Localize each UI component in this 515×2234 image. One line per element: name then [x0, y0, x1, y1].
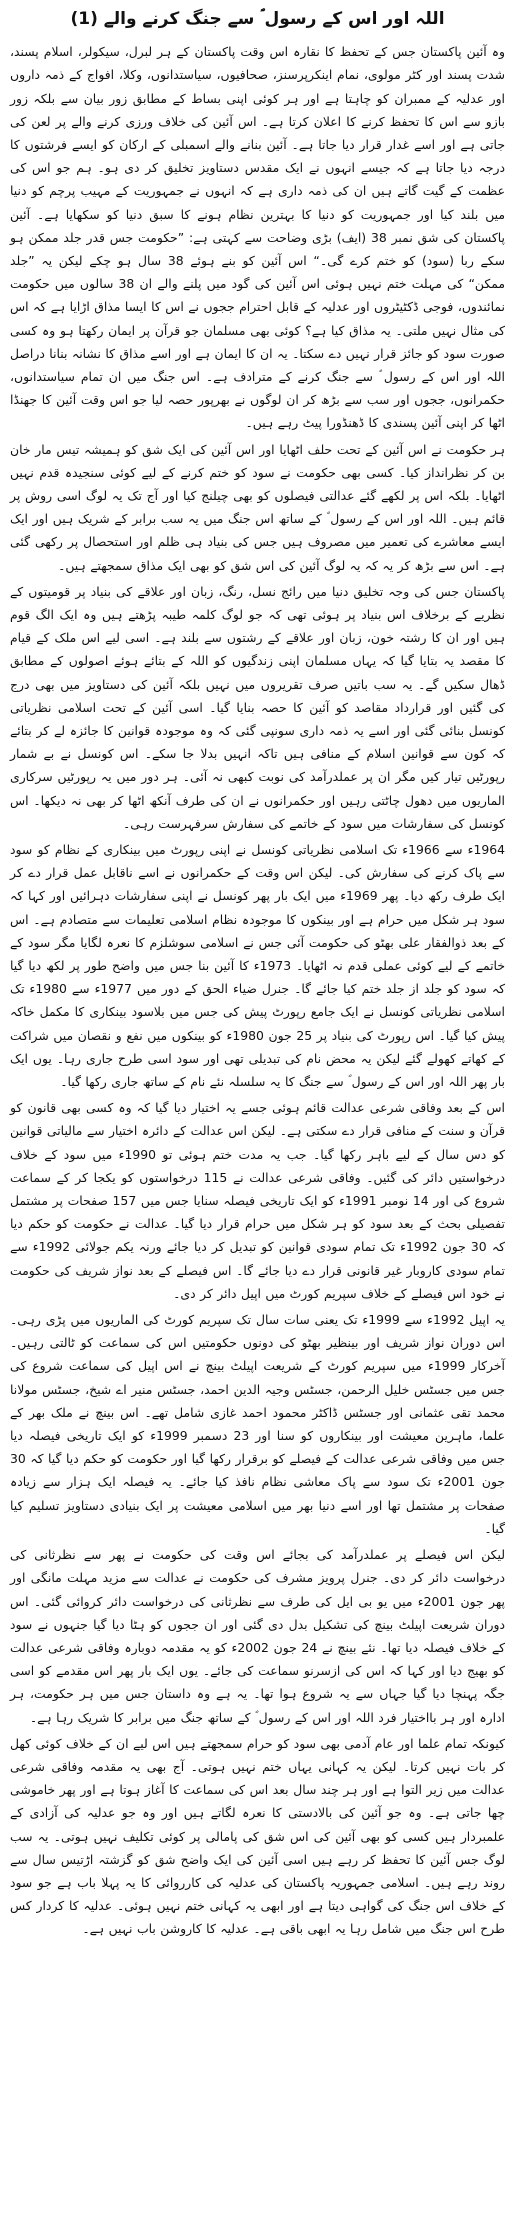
paragraph: پاکستان جس کی وجہ تخلیق دنیا میں رائج نسل، رنگ، زبان اور علاقے کی بنیاد پر قومیتوں کے نظریے کے برخلاف اس بنیاد پر ہوئی تھی کہ جو لوگ کلمہ طیبہ پڑھتے ہیں وہ ایک الگ قوم ہیں اور ان کا رشتہ خون، زبان اور علاقے کے رشتوں سے بلند ہے۔ اسی لیے اس ملک کے قیام کا مقصد یہ بتایا گیا کہ یہاں مسلمان اپنی زندگیوں کو اللہ کے بتائے ہوئے اصولوں کے مطابق ڈھال سکیں گے۔ یہ سب باتیں صرف تقریروں میں نہیں بلکہ آئین کی دستاویز میں بھی درج کی گئیں اور قرارداد مقاصد کو آئین کا حصہ بنایا گیا۔ اسی آئین کے تحت اسلامی نظریاتی کونسل بنائی گئی اور اسے یہ ذمہ داری سونپی گئی کہ وہ موجودہ قوانین کا جائزہ لے کر بتائے کہ کون سے قوانین اسلام کے منافی ہیں تاکہ انہیں بدلا جا سکے۔ اس کونسل نے بے شمار رپورٹیں تیار کیں مگر ان پر عملدرآمد کی نوبت کبھی نہ آئی۔ ہر دور میں یہ رپورٹیں سرکاری الماریوں میں دھول چاٹتی رہیں اور حکمرانوں نے ان کی طرف آنکھ اٹھا کر بھی نہ دیکھا۔ اس کونسل کی سفارشات میں سود کے خاتمے کی سفارش سرفہرست رہی۔: [10, 583, 505, 831]
paragraph: کیونکہ تمام علما اور عام آدمی بھی سود کو حرام سمجھتے ہیں اس لیے ان کے خلاف کوئی کھل کر بات نہیں کرتا۔ لیکن یہ کہانی یہاں ختم نہیں ہوتی۔ آج بھی یہ مقدمہ وفاقی شرعی عدالت میں زیر التوا ہے اور ہر چند سال بعد اس کی سماعت کا آغاز ہوتا ہے اور پھر خاموشی چھا جاتی ہے۔ وہ جو آئین کی بالادستی کا نعرہ لگاتے ہیں اور وہ جو عدلیہ کی آزادی کے علمبردار ہیں کسی کو بھی آئین کی اس شق کی پامالی پر کوئی تکلیف نہیں ہوتی۔ یہ سب لوگ جس آئین کا تحفظ کر رہے ہیں اسی آئین کی ایک واضح شق کو گزشتہ اڑتیس سال سے روند رہے ہیں۔ اسلامی جمہوریہ پاکستان کی عدلیہ کی کارروائی کا یہ پہلا باب ہے جو سود کے خلاف اس جنگ کی گواہی دیتا ہے اور ابھی یہ کہانی ختم نہیں ہوئی۔ عدلیہ کا کردار کس طرح اس جنگ میں شامل رہا یہ ابھی باقی ہے۔ عدلیہ کا کاروشن باب نہیں ہے۔: [10, 1735, 505, 1937]
paragraph: وہ آئین پاکستان جس کے تحفظ کا نقارہ اس وقت پاکستان کے ہر لبرل، سیکولر، اسلام پسند، شدت پسند اور کٹر مولوی، نمام اینکرپرسنز، صحافیوں، سیاستدانوں، وکلا، افواج کے ذمہ داروں اور عدلیہ کے ممبران کو چاہتا ہے اور ہر کوئی اپنی بساط کے مطابق زور بیان سے بلکہ زور بازو سے اس کا تحفظ کرنے کا اعلان کرتا ہے۔ اس آئین کی خلاف ورزی کرنے والے پر لعن کی جاتی ہے اور اسے غدار قرار دیا جاتا ہے۔ آئین بنانے والے اسمبلی کے ارکان کو ایسے فرشتوں کا درجہ دیا جاتا ہے کہ جیسے انہوں نے ایک مقدس دستاویز تخلیق کر دی ہو۔ ہم جو اس کی عظمت کے گیت گاتے ہیں ان کی ذمہ داری ہے کہ انہوں نے جمہوریت کے مہیب پرچم کو دنیا میں بلند کیا اور جمہوریت کو دنیا کا بہترین نظام ہونے کا سبق دنیا کو سکھایا ہے۔ آئین پاکستان کی شق نمبر 38 (ایف) بڑی وضاحت سے کہتی ہے: ”حکومت جس قدر جلد ممکن ہو سکے ربا (سود) کو ختم کرے گی۔“ اس آئین کو بنے ہوئے 38 سال ہو چکے لیکن یہ ”جلد ممکن“ کی مہلت ختم نہیں ہوئی اس آئین کی گود میں پلنے والے ان 38 سالوں میں حکومت نمائندوں، فوجی ڈکٹیٹروں اور عدلیہ کے قابل احترام ججوں نے اس کا ایسا مذاق اڑایا ہے کہ اس کی مثال نہیں ملتی۔ یہ مذاق کیا ہے؟ کوئی بھی مسلمان جو قرآن پر ایمان رکھتا ہو وہ کسی صورت سود کو جائز قرار نہیں دے سکتا۔ یہ ان کا ایمان ہے اور اسے مذاق کا نشانہ بنانا دراصل اللہ اور اس کے رسول ؐ سے جنگ کرنے کے مترادف ہے۔ اس جنگ میں ان تمام سیاستدانوں، حکمرانوں، ججوں اور سب سے بڑھ کر ان لوگوں نے بھرپور حصہ لیا جو اس وقت آئین کا جھنڈا اٹھا کر اپنی آئین پسندی کا ڈھنڈورا پیٹ رہے ہیں۔: [10, 44, 505, 431]
paragraph: یہ اپیل 1992ء سے 1999ء تک یعنی سات سال تک سپریم کورٹ کی الماریوں میں پڑی رہی۔ اس دوران نواز شریف اور بینظیر بھٹو کی دونوں حکومتیں اس کی سماعت کو ٹالتی رہیں۔ آخرکار 1999ء میں سپریم کورٹ کے شریعت اپیلٹ بینچ نے اس اپیل کی سماعت شروع کی جس میں جسٹس خلیل الرحمن، جسٹس وجیہ الدین احمد، جسٹس منیر اے شیخ، جسٹس مولانا محمد تقی عثمانی اور جسٹس ڈاکٹر محمود احمد غازی شامل تھے۔ اس بینچ نے ملک بھر کے علما، ماہرین معیشت اور بینکاروں کو سنا اور 23 دسمبر 1999ء کو ایک تاریخی فیصلہ دیا جس میں وفاقی شرعی عدالت کے فیصلے کو برقرار رکھا گیا اور حکومت کو حکم دیا گیا کہ 30 جون 2001ء تک سود سے پاک معاشی نظام نافذ کیا جائے۔ یہ فیصلہ ایک ہزار سے زیادہ صفحات پر مشتمل تھا اور اسے دنیا بھر میں اسلامی معیشت پر ایک بنیادی دستاویز تسلیم کیا گیا۔: [10, 1312, 505, 1536]
paragraph: اس کے بعد وفاقی شرعی عدالت قائم ہوئی جسے یہ اختیار دیا گیا کہ وہ کسی بھی قانون کو قرآن و سنت کے منافی قرار دے سکتی ہے۔ لیکن اس عدالت کے دائرہ اختیار سے مالیاتی قوانین کو دس سال کے لیے باہر رکھا گیا۔ جب یہ مدت ختم ہوئی تو 1990ء میں سود کے خلاف درخواستیں دائر کی گئیں۔ وفاقی شرعی عدالت نے 115 درخواستوں کو یکجا کر کے سماعت شروع کی اور 14 نومبر 1991ء کو ایک تاریخی فیصلہ سنایا جس میں 157 صفحات پر مشتمل تفصیلی بحث کے بعد سود کو ہر شکل میں حرام قرار دیا گیا۔ عدالت نے حکومت کو حکم دیا کہ 30 جون 1992ء تک تمام سودی قوانین کو تبدیل کر دیا جائے ورنہ یکم جولائی 1992ء سے تمام سودی کاروبار غیر قانونی قرار دے دیا جائے گا۔ اس فیصلے کے بعد نواز شریف کی حکومت نے خود اس فیصلے کے خلاف سپریم کورٹ میں اپیل دائر کر دی۔: [10, 1100, 505, 1301]
column-headline: اللہ اور اس کے رسول ؐ سے جنگ کرنے والے (1): [70, 9, 445, 29]
paragraph: 1964ء سے 1966ء تک اسلامی نظریاتی کونسل نے اپنی رپورٹ میں بینکاری کے نظام کو سود سے پاک کرنے کی سفارش کی۔ لیکن اس وقت کے حکمرانوں نے اسے ناقابل عمل قرار دے کر ایک طرف رکھ دیا۔ پھر 1969ء میں ایک بار پھر کونسل نے اپنی سفارشات دہرائیں اور کہا کہ سود ہر شکل میں حرام ہے اور بینکوں کا موجودہ نظام اسلامی تعلیمات سے متصادم ہے۔ اس کے بعد ذوالفقار علی بھٹو کی حکومت آئی جس نے اسلامی سوشلزم کا نعرہ لگایا مگر سود کے خاتمے کے لیے کوئی عملی قدم نہ اٹھایا۔ 1973ء کا آئین بنا جس میں واضح طور پر لکھ دیا گیا کہ سود کو جلد از جلد ختم کیا جائے گا۔ جنرل ضیاء الحق کے دور میں 1977ء سے 1980ء تک اسلامی نظریاتی کونسل نے ایک جامع رپورٹ پیش کی جس میں بلاسود بینکاری کا مکمل خاکہ پیش کیا گیا۔ اس رپورٹ کی بنیاد پر 25 جون 1980ء کو بینکوں میں نفع و نقصان میں شراکت کے کھاتے کھولے گئے لیکن یہ محض نام کی تبدیلی تھی اور سود اسی طرح جاری رہا۔ یوں ایک بار پھر اللہ اور اس کے رسول ؐ سے جنگ کا یہ سلسلہ نئے نام کے ساتھ جاری رکھا گیا۔: [10, 842, 505, 1090]
paragraph: لیکن اس فیصلے پر عملدرآمد کی بجائے اس وقت کی حکومت نے پھر سے نظرثانی کی درخواست دائر کر دی۔ جنرل پرویز مشرف کی حکومت نے عدالت سے مزید مہلت مانگی اور پھر جون 2001ء میں یو بی ایل کی طرف سے نظرثانی کی درخواست دائر کروائی گئی۔ اس دوران شریعت اپیلٹ بینچ کی تشکیل بدل دی گئی اور ان ججوں کو ہٹا دیا گیا جنہوں نے سود کے خلاف فیصلہ دیا تھا۔ نئے بینچ نے 24 جون 2002ء کو یہ مقدمہ دوبارہ وفاقی شرعی عدالت کو بھیج دیا اور کہا کہ اس کی ازسرنو سماعت کی جائے۔ یوں ایک بار پھر اس مقدمے کو اسی جگہ پہنچا دیا گیا جہاں سے یہ شروع ہوا تھا۔ یہ ہے وہ داستان جس میں ہر حکومت، ہر ادارہ اور ہر بااختیار فرد اللہ اور اس کے رسول ؐ کے ساتھ جنگ میں برابر کا شریک رہا ہے۔: [10, 1547, 505, 1725]
paragraph: ہر حکومت نے اس آئین کے تحت حلف اٹھایا اور اس آئین کی ایک شق کو ہمیشہ تیس مار خان بن کر نظرانداز کیا۔ کسی بھی حکومت نے سود کو ختم کرنے کے لیے کوئی سنجیدہ قدم نہیں اٹھایا۔ بلکہ اس پر لکھے گئے عدالتی فیصلوں کو بھی چیلنج کیا اور آج تک یہ لوگ اسی روش پر قائم ہیں۔ اللہ اور اس کے رسول ؐ کے ساتھ اس جنگ میں یہ سب برابر کے شریک ہیں اور ایک ایسے معاشرے کی تعمیر میں مصروف ہیں جس کی بنیاد ہی ظلم اور استحصال پر رکھی گئی ہے۔ اس سے بڑھ کر یہ کہ یہ لوگ آئین کی اس شق کو بھی ایک مذاق سمجھتے ہیں۔: [10, 441, 505, 573]
